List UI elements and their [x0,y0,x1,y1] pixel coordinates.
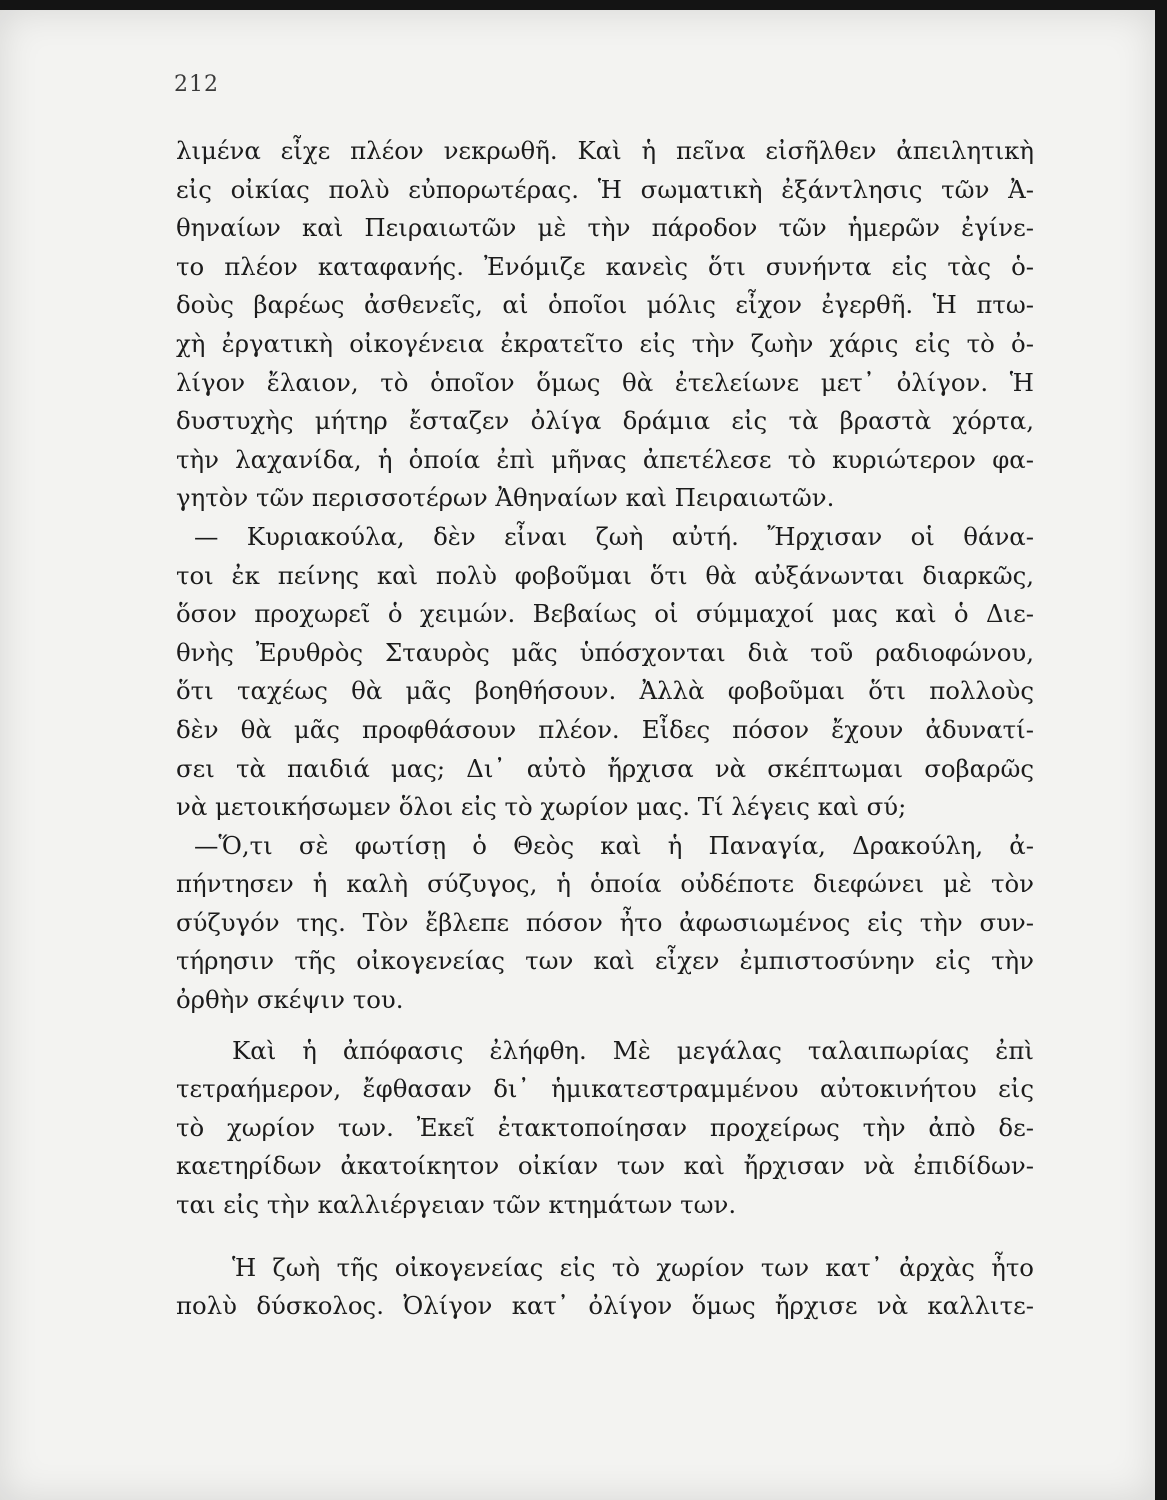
text-line: — Κυριακούλα, δὲν εἶναι ζωὴ αὐτή. Ἤρχισαν οἱ θάνα- [194,521,1034,551]
paragraph-4 [176,1032,1034,1225]
text-line: ὀρθὴν σκέψιν του. [176,985,404,1015]
paragraph-gap [176,1225,1034,1249]
text-line: νὰ μετοικήσωμεν ὅλοι εἰς τὸ χωρίον μας. Τί λέγεις καὶ σύ; [176,792,907,822]
text-line: χὴ ἐργατικὴ οἰκογένεια ἐκρατεῖτο εἰς τὴν ζωὴν χάρις εἰς τὸ ὀ- [176,328,1034,358]
text-line: Ἡ ζωὴ τῆς οἰκογενείας εἰς τὸ χωρίον των κατ᾽ ἀρχὰς ἦτο [232,1252,1034,1282]
paragraph-1 [176,132,1034,518]
paragraph-2 [176,518,1034,827]
paragraph-gap [176,1020,1034,1032]
text-line: τὴν λαχανίδα, ἡ ὁποία ἐπὶ μῆνας ἀπετέλεσε τὸ κυριώτερον φα- [176,444,1034,474]
text-line: πολὺ δύσκολος. Ὀλίγον κατ᾽ ὀλίγον ὅμως ἤρχισε νὰ καλλιτε- [176,1291,1034,1321]
page-number: 212 [174,72,219,97]
text-line: θνὴς Ἐρυθρὸς Σταυρὸς μᾶς ὑπόσχονται διὰ τοῦ ραδιοφώνου, [176,637,1034,667]
text-line: Καὶ ἡ ἀπόφασις ἐλήφθη. Μὲ μεγάλας ταλαιπωρίας ἐπὶ [232,1035,1034,1065]
text-line: εἰς οἰκίας πολὺ εὐπορωτέρας. Ἡ σωματικὴ ἐξάντλησις τῶν Ἀ- [176,174,1034,204]
text-line: λίγον ἔλαιον, τὸ ὁποῖον ὅμως θὰ ἐτελείωνε μετ᾽ ὀλίγον. Ἡ [176,367,1034,397]
text-line: —Ὅ,τι σὲ φωτίσῃ ὁ Θεὸς καὶ ἡ Παναγία, Δρακούλη, ἀ- [194,830,1034,860]
text-line: λιμένα εἶχε πλέον νεκρωθῆ. Καὶ ἡ πεῖνα εἰσῆλθεν ἀπειλητικὴ [176,136,1034,165]
text-line: θηναίων καὶ Πειραιωτῶν μὲ τὴν πάροδον τῶν ἡμερῶν ἐγίνε- [176,213,1034,243]
text-line: γητὸν τῶν περισσοτέρων Ἀθηναίων καὶ Πειραιωτῶν. [176,483,835,513]
text-line: ται εἰς τὴν καλλιέργειαν τῶν κτημάτων των. [176,1190,737,1220]
text-line: τὸ χωρίον των. Ἐκεῖ ἐτακτοποίησαν προχείρως τὴν ἀπὸ δε- [176,1112,1034,1142]
text-line: σει τὰ παιδιά μας; Δι᾽ αὐτὸ ἤρχισα νὰ σκέπτωμαι σοβαρῶς [176,753,1034,783]
paragraph-3 [176,827,1034,1020]
text-line: ὅσον προχωρεῖ ὁ χειμών. Βεβαίως οἱ σύμμαχοί μας καὶ ὁ Διε- [176,599,1034,629]
text-line: καετηρίδων ἀκατοίκητον οἰκίαν των καὶ ἤρχισαν νὰ ἐπιδίδων- [176,1151,1034,1181]
paragraph-5 [176,1249,1034,1326]
text-line: δὲν θὰ μᾶς προφθάσουν πλέον. Εἶδες πόσον ἔχουν ἀδυνατί- [176,714,1034,744]
text-line: δοὺς βαρέως ἀσθενεῖς, αἱ ὁποῖοι μόλις εἶχον ἐγερθῆ. Ἡ πτω- [176,290,1034,320]
text-line: δυστυχὴς μήτηρ ἔσταζεν ὀλίγα δράμια εἰς τὰ βραστὰ χόρτα, [176,406,1034,436]
text-line: τοι ἐκ πείνης καὶ πολὺ φοβοῦμαι ὅτι θὰ αὐξάνωνται διαρκῶς, [176,560,1034,590]
text-line: σύζυγόν της. Τὸν ἔβλεπε πόσον ἦτο ἀφωσιωμένος εἰς τὴν συν- [176,907,1034,937]
text-line: τήρησιν τῆς οἰκογενείας των καὶ εἶχεν ἐμπιστοσύνην εἰς τὴν [176,946,1034,976]
text-line: το πλέον καταφανής. Ἐνόμιζε κανεὶς ὅτι συνήντα εἰς τὰς ὁ- [176,251,1034,281]
text-line: πήντησεν ἡ καλὴ σύζυγος, ἡ ὁποία οὐδέποτε διεφώνει μὲ τὸν [176,869,1034,899]
text-line: τετραήμερον, ἔφθασαν δι᾽ ἡμικατεστραμμένου αὐτοκινήτου εἰς [176,1074,1034,1104]
book-page [0,10,1155,1500]
body-text [176,132,1034,1326]
text-line: ὅτι ταχέως θὰ μᾶς βοηθήσουν. Ἀλλὰ φοβοῦμαι ὅτι πολλοὺς [176,676,1034,706]
